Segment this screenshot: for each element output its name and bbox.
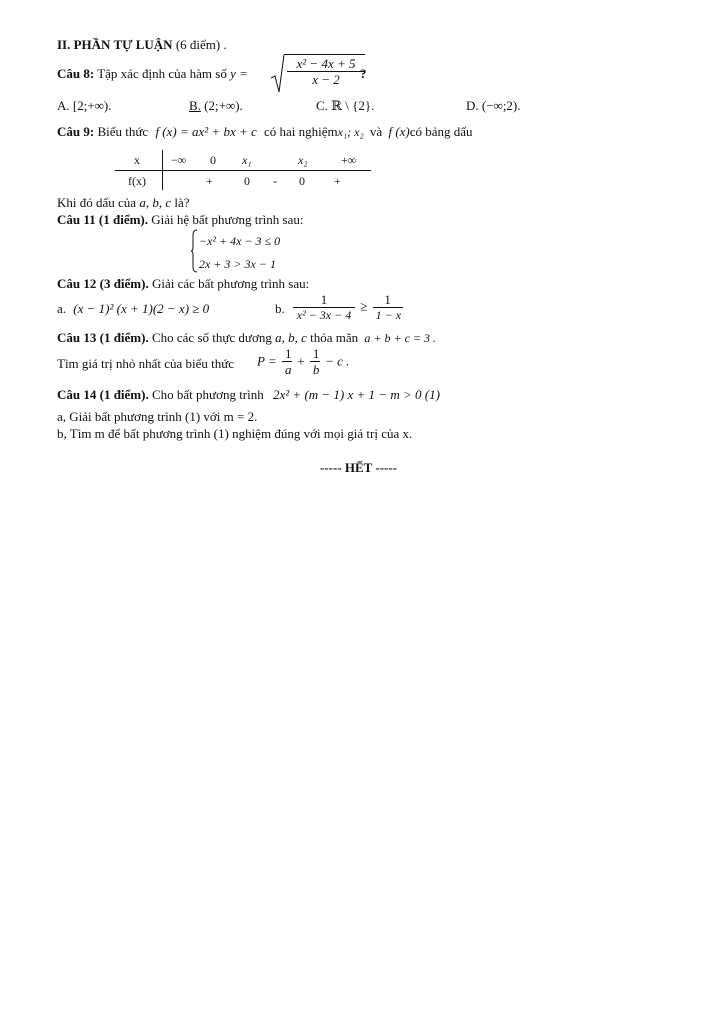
question-8-text: Tập xác định của hàm số — [97, 66, 227, 81]
option-b-value: (2;+∞). — [204, 98, 243, 113]
option-d-key: D. — [466, 98, 479, 113]
sign-table-x-value: +∞ — [341, 153, 357, 167]
sign-table-fx-sign: - — [273, 174, 277, 188]
question-9-followup — [57, 195, 190, 211]
question-8-mark: ? — [360, 66, 367, 81]
question-13-text-a: Cho các số thực dương — [151, 330, 272, 345]
question-12-part-b — [291, 292, 405, 323]
part-b-relation: ≥ — [360, 298, 368, 314]
question-9-text-b: có hai nghiệm — [264, 124, 338, 139]
part-b-key: b. — [275, 301, 285, 316]
followup-text: Khi đó dấu của — [57, 195, 137, 210]
roots: x₁; x₂ — [337, 125, 364, 139]
question-8-label: Câu 8: — [57, 66, 95, 81]
option-d-value: (−∞;2). — [481, 98, 521, 113]
sign-table — [115, 150, 371, 190]
end-mark: ----- HẾT ----- — [320, 460, 398, 475]
question-9-text-a: Biểu thức — [97, 124, 149, 139]
radical-numerator: x² − 4x + 5 — [287, 56, 365, 72]
question-11-label: Câu 11 (1 điểm). — [57, 212, 148, 227]
sign-table-fx-sign: + — [334, 174, 341, 188]
function-lhs: y = — [230, 66, 248, 81]
sign-table-fx-sign: + — [206, 174, 213, 188]
part-a-key: a. — [57, 301, 67, 316]
question-14 — [57, 387, 440, 403]
p-tail: − c . — [325, 353, 350, 369]
p-denominator-2: b — [312, 362, 320, 377]
part-a-expression: (x − 1)² (x + 1)(2 − x) ≥ 0 — [73, 301, 210, 316]
option-c — [316, 98, 374, 114]
question-13-vars: a, b, c — [275, 330, 307, 345]
quadratic-expression: f (x) = ax² + bx + c — [155, 124, 257, 139]
question-14-text: Cho bất phương trình — [151, 387, 264, 402]
sign-table-x-label: x — [134, 153, 140, 167]
question-14-part-a: a, Giải bất phương trình (1) với m = 2. — [57, 409, 258, 424]
sign-table-fx-label: f(x) — [128, 174, 146, 188]
option-a-key: A. — [57, 98, 70, 113]
sign-table-fx-sign: 0 — [244, 174, 250, 188]
question-14-expression: 2x² + (m − 1) x + 1 − m > 0 (1) — [273, 387, 440, 402]
question-13-label: Câu 13 (1 điểm). — [57, 330, 149, 345]
system-brace-icon — [191, 229, 197, 273]
p-plus: + — [297, 353, 305, 369]
radical-sign-icon — [271, 54, 285, 94]
option-c-value: ℝ \ {2}. — [331, 98, 375, 113]
p-numerator-2: 1 — [310, 346, 320, 362]
part-b-denominator-2: 1 − x — [375, 308, 402, 322]
question-9-text-c: và — [369, 124, 383, 139]
section-header — [57, 37, 227, 53]
sign-table-x-value: x₁ — [242, 153, 252, 167]
question-12-text: Giải các bất phương trình sau: — [151, 276, 310, 291]
p-numerator-1: 1 — [282, 346, 292, 362]
question-11-text: Giải hệ bất phương trình sau: — [151, 212, 304, 227]
option-b-key: B. — [189, 98, 201, 113]
option-a — [57, 98, 112, 114]
question-13 — [57, 330, 436, 346]
option-d — [466, 98, 521, 114]
question-9 — [57, 124, 473, 140]
system-equation-1: −x² + 4x − 3 ≤ 0 — [199, 234, 281, 248]
question-13-text-b: thỏa mãn — [310, 330, 359, 345]
question-9-label: Câu 9: — [57, 124, 95, 139]
question-14-part-b: b, Tìm m để bất phương trình (1) nghiệm đúng với mọi giá trị của x. — [57, 426, 413, 441]
part-b-numerator-1: 1 — [293, 292, 355, 308]
question-12 — [57, 276, 309, 292]
section-title: II. PHẦN TỰ LUẬN — [57, 37, 173, 52]
followup-end: là? — [174, 195, 190, 210]
option-a-value: [2;+∞). — [72, 98, 112, 113]
part-b-numerator-2: 1 — [373, 292, 403, 308]
question-11 — [57, 212, 303, 228]
p-expression — [257, 346, 349, 377]
option-c-key: C. — [316, 98, 328, 113]
question-9-text-d: có bảng dấu — [409, 124, 473, 139]
question-12-label: Câu 12 (3 điểm). — [57, 276, 149, 291]
fx-symbol: f (x) — [388, 124, 410, 139]
question-13-condition: a + b + c = 3 . — [364, 331, 437, 345]
question-14-label: Câu 14 (1 điểm). — [57, 387, 149, 402]
sign-table-fx-sign: 0 — [299, 174, 305, 188]
section-points: (6 điểm) . — [175, 37, 227, 52]
question-12-part-a — [57, 301, 209, 317]
question-13-line-2: Tìm giá trị nhỏ nhất của biểu thức — [57, 356, 235, 371]
part-b-denominator-1: x² − 3x − 4 — [296, 308, 352, 322]
p-lhs: P = — [257, 353, 277, 369]
sign-table-x-value: 0 — [210, 153, 216, 167]
p-denominator-1: a — [284, 362, 292, 377]
radical-denominator: x − 2 — [312, 72, 340, 87]
sign-table-x-value: x₂ — [298, 153, 308, 167]
system-equation-2: 2x + 3 > 3x − 1 — [199, 257, 276, 271]
followup-vars: a, b, c — [139, 195, 172, 210]
sign-table-x-value: −∞ — [171, 153, 187, 167]
question-8 — [57, 66, 248, 82]
option-b — [189, 98, 243, 114]
